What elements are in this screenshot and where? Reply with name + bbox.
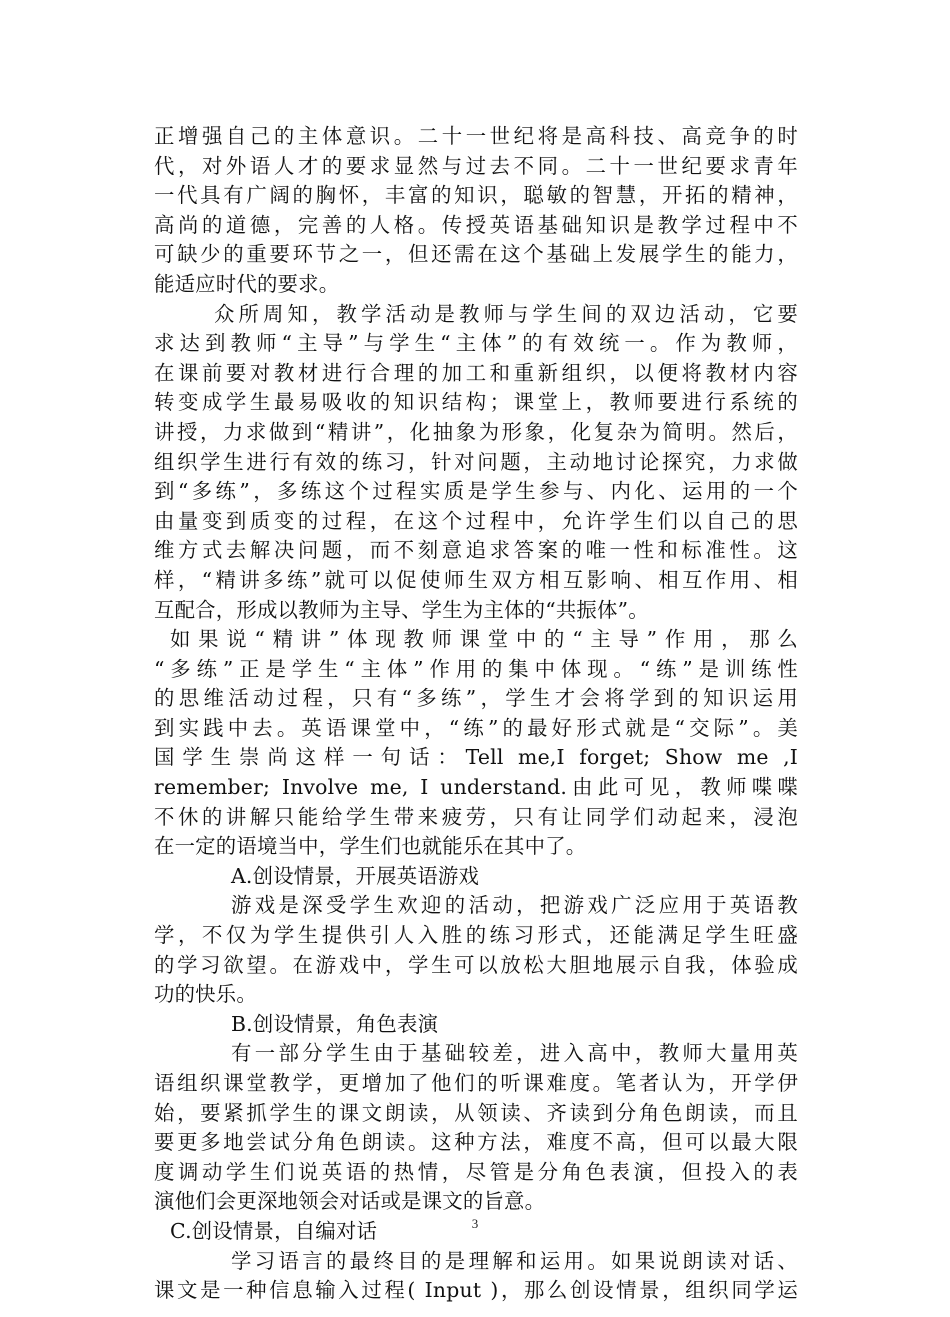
text-line: 求达到教师“主导”与学生“主体”的有效统一。作为教师，: [154, 331, 798, 356]
section-heading: A.创设情景，开展英语游戏: [231, 863, 480, 888]
page-number: 3: [471, 1216, 479, 1231]
text-line: 正增强自己的主体意识。二十一世纪将是高科技、高竞争的时: [154, 124, 798, 148]
text-line: 游戏是深受学生欢迎的活动，把游戏广泛应用于英语教: [231, 893, 798, 918]
section-heading: C.创设情景，自编对话: [170, 1218, 378, 1243]
text-line: 高尚的道德，完善的人格。传授英语基础知识是教学过程中不: [154, 212, 798, 237]
text-line: 度调动学生们说英语的热情，尽管是分角色表演，但投入的表: [154, 1159, 798, 1184]
text-line: 要更多地尝试分角色朗读。这种方法，难度不高，但可以最大限: [154, 1130, 798, 1155]
body-text: [154, 122, 798, 1306]
text-line: 语组织课堂教学，更增加了他们的听课难度。笔者认为，开学伊: [154, 1071, 798, 1095]
text-line: “多练”正是学生“主体”作用的集中体现。“练”是训练性: [154, 656, 798, 681]
text-line: 由量变到质变的过程，在这个过程中，允许学生们以自己的思: [154, 508, 798, 533]
text-line: 能适应时代的要求。: [154, 271, 340, 296]
text-line: 有一部分学生由于基础较差，进入高中，教师大量用英: [231, 1041, 798, 1066]
text-line: 始，要紧抓学生的课文朗读，从领读、齐读到分角色朗读，而且: [154, 1100, 798, 1125]
text-line: 转变成学生最易吸收的知识结构；课堂上，教师要进行系统的: [154, 390, 798, 415]
text-line: 代，对外语人才的要求显然与过去不同。二十一世纪要求青年: [154, 153, 798, 178]
text-line: 可缺少的重要环节之一，但还需在这个基础上发展学生的能力，: [154, 242, 798, 267]
text-line: remember; Involve me, I understand.由此可见，教师喋喋: [154, 775, 798, 800]
text-line: 到“多练”，多练这个过程实质是学生参与、内化、运用的一个: [154, 479, 798, 504]
text-line: 互配合，形成以教师为主导、学生为主体的“共振体”。: [154, 597, 649, 622]
text-line: 在一定的语境当中，学生们也就能乐在其中了。: [154, 834, 587, 859]
text-line: 的思维活动过程，只有“多练”，学生才会将学到的知识运用: [154, 686, 798, 711]
text-line: 学习语言的最终目的是理解和运用。如果说朗读对话、: [231, 1248, 798, 1273]
text-line: 一代具有广阔的胸怀，丰富的知识，聪敏的智慧，开拓的精神，: [154, 183, 798, 208]
text-line: 样，“精讲多练”就可以促使师生双方相互影响、相互作用、相: [154, 567, 798, 592]
text-line: 讲授，力求做到“精讲”，化抽象为形象，化复杂为简明。然后，: [154, 419, 798, 444]
text-line: 到实践中去。英语课堂中，“练”的最好形式就是“交际”。美: [154, 715, 798, 740]
text-line: 演他们会更深地领会对话或是课文的旨意。: [154, 1189, 546, 1214]
text-line: 国学生崇尚这样一句话：Tell me,I forget; Show me ,I: [154, 745, 798, 770]
text-line: 学，不仅为学生提供引人入胜的练习形式，还能满足学生旺盛: [154, 923, 798, 948]
text-line: 课文是一种信息输入过程( Input )，那么创设情景，组织同学运: [154, 1278, 798, 1303]
text-line: 在课前要对教材进行合理的加工和重新组织，以便将教材内容: [154, 360, 798, 385]
text-line: 不休的讲解只能给学生带来疲劳，只有让同学们动起来，浸泡: [154, 804, 798, 829]
text-line: 如果说“精讲”体现教师课堂中的“主导”作用，那么: [170, 627, 798, 652]
text-line: 众所周知，教学活动是教师与学生间的双边活动，它要: [214, 301, 798, 326]
text-line: 功的快乐。: [154, 982, 257, 1007]
text-line: 组织学生进行有效的练习，针对问题，主动地讨论探究，力求做: [154, 449, 798, 474]
text-line: 的学习欲望。在游戏中，学生可以放松大胆地展示自我，体验成: [154, 952, 798, 977]
section-heading: B.创设情景，角色表演: [231, 1011, 439, 1036]
text-line: 维方式去解决问题，而不刻意追求答案的唯一性和标准性。这: [154, 538, 798, 563]
